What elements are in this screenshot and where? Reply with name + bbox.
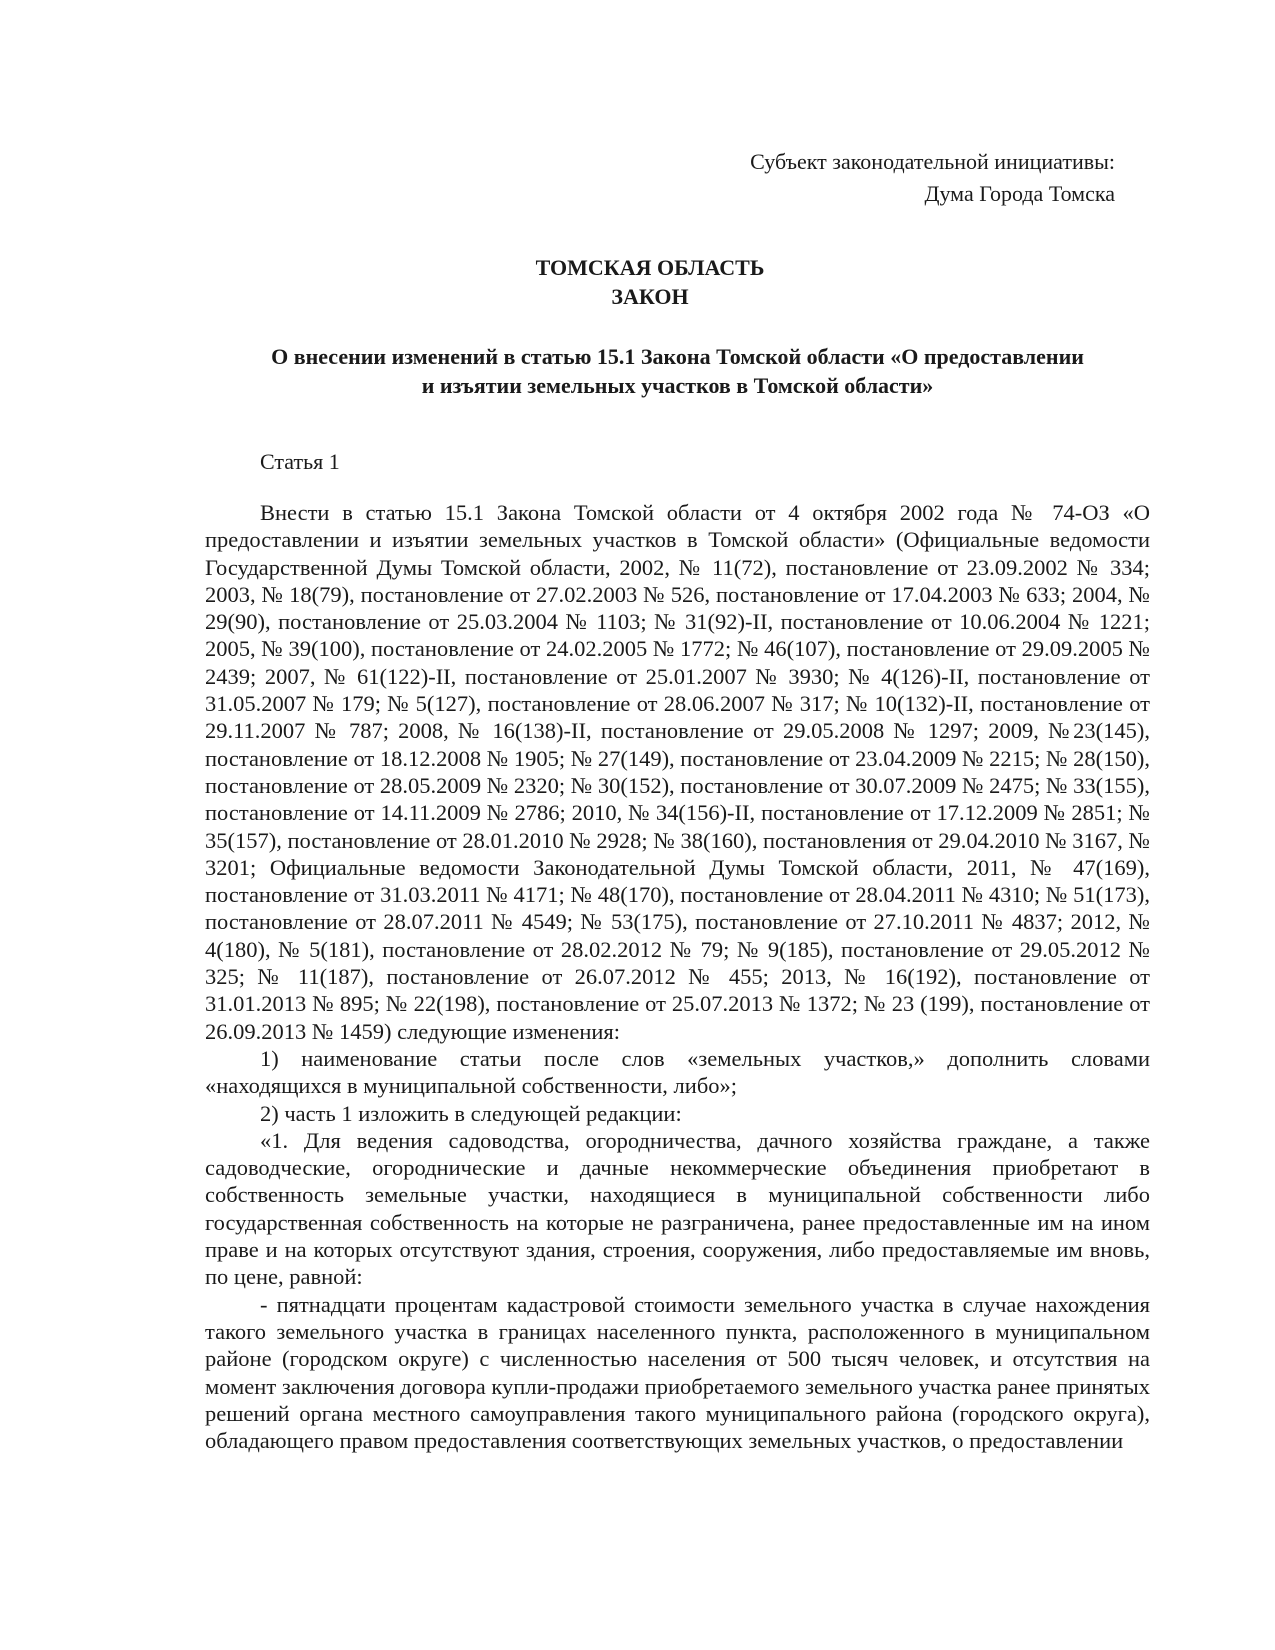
subject-label: Субъект законодательной инициативы: bbox=[750, 149, 1115, 174]
article-label: Статья 1 bbox=[260, 449, 340, 474]
article-paragraph: 1) наименование статьи после слов «земельных участков,» дополнить словами «находящихся в муниципальной собственности, либо»; bbox=[205, 1045, 1150, 1099]
subject-name: Дума Города Томска bbox=[924, 181, 1115, 206]
article-paragraph: - пятнадцати процентам кадастровой стоимости земельного участка в случае нахождения такого земельного участка в границах населенного пункта, расположенного в муниципальном районе (городском округе) с численностью населения от 500 тысяч человек, и отсутствия на момент заключения договора купли-продажи приобретаемого земельного участка ранее принятых решений органа местного самоуправления такого муниципального района (городского округа), обладающего правом предоставления соответствующих земельных участков, о предоставлении bbox=[205, 1291, 1150, 1454]
law-title bbox=[205, 342, 1150, 400]
law-title-line-2: и изъятии земельных участков в Томской области» bbox=[421, 373, 934, 398]
article-body bbox=[205, 499, 1150, 1454]
legislative-initiative-subject bbox=[750, 146, 1115, 210]
article-paragraph: «1. Для ведения садоводства, огородничества, дачного хозяйства граждане, а также садоводческие, огороднические и дачные некоммерческие объединения приобретают в собственность земельные участки, находящиеся в муниципальной собственности либо государственная собственность на которые не разграничена, ранее предоставленные им на ином праве и на которых отсутствуют здания, строения, сооружения, либо предоставляемые им вновь, по цене, равной: bbox=[205, 1127, 1150, 1290]
document-type: ЗАКОН bbox=[611, 284, 689, 309]
article-paragraph: 2) часть 1 изложить в следующей редакции: bbox=[260, 1100, 682, 1126]
law-title-line-1: О внесении изменений в статью 15.1 Закона Томской области «О предоставлении bbox=[271, 344, 1084, 369]
document-heading bbox=[160, 253, 1140, 311]
region-name: ТОМСКАЯ ОБЛАСТЬ bbox=[535, 255, 765, 280]
article-paragraph: Внести в статью 15.1 Закона Томской области от 4 октября 2002 года № 74-ОЗ «О предоставлении и изъятии земельных участков в Томской области» (Официальные ведомости Государственной Думы Томской области, 2002, № 11(72), постановление от 23.09.2002 № 334; 2003, № 18(79), постановление от 27.02.2003 № 526, постановление от 17.04.2003 № 633; 2004, № 29(90), постановление от 25.03.2004 № 1103; № 31(92)-II, постановление от 10.06.2004 № 1221; 2005, № 39(100), постановление от 24.02.2005 № 1772; № 46(107), постановление от 29.09.2005 № 2439; 2007, № 61(122)-II, постановление от 25.01.2007 № 3930; № 4(126)-II, постановление от 31.05.2007 № 179; № 5(127), постановление от 28.06.2007 № 317; № 10(132)-II, постановление от 29.11.2007 № 787; 2008, № 16(138)-II, постановление от 29.05.2008 № 1297; 2009, №23(145), постановление от 18.12.2008 № 1905; № 27(149), постановление от 23.04.2009 № 2215; № 28(150), постановление от 28.05.2009 № 2320; № 30(152), постановление от 30.07.2009 № 2475; № 33(155), постановление от 14.11.2009 № 2786; 2010, № 34(156)-II, постановление от 17.12.2009 № 2851; № 35(157), постановление от 28.01.2010 № 2928; № 38(160), постановления от 29.04.2010 № 3167, № 3201; Официальные ведомости Законодательной Думы Томской области, 2011, № 47(169), постановление от 31.03.2011 № 4171; № 48(170), постановление от 28.04.2011 № 4310; № 51(173), постановление от 28.07.2011 № 4549; № 53(175), постановление от 27.10.2011 № 4837; 2012, № 4(180), № 5(181), постановление от 28.02.2012 № 79; № 9(185), постановление от 29.05.2012 № 325; № 11(187), постановление от 26.07.2012 № 455; 2013, № 16(192), постановление от 31.01.2013 № 895; № 22(198), постановление от 25.07.2013 № 1372; № 23 (199), постановление от 26.09.2013 № 1459) следующие изменения: bbox=[205, 500, 1150, 1044]
